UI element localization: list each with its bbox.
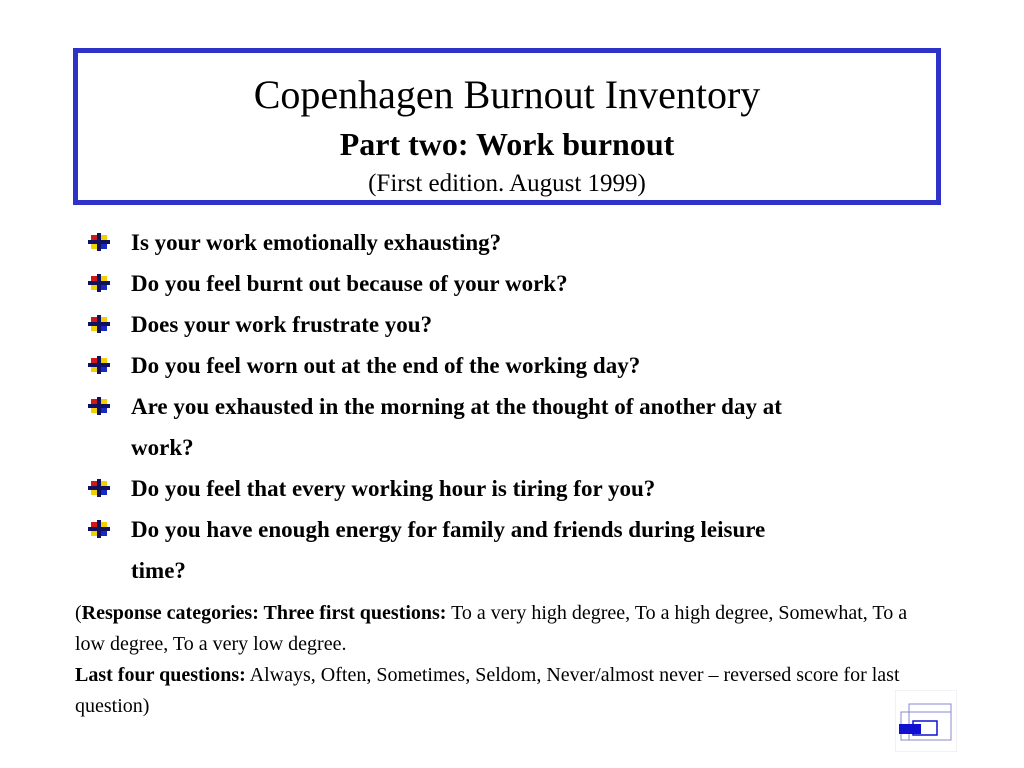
question-list xyxy=(88,222,948,591)
title-subtitle: Part two: Work burnout xyxy=(339,126,675,162)
question-text: Do you feel worn out at the end of the working day? xyxy=(131,353,641,378)
question-item xyxy=(88,304,948,345)
question-text: Does your work frustrate you? xyxy=(131,312,433,337)
multicolor-square-bullet-icon xyxy=(88,315,110,333)
question-text: Are you exhausted in the morning at the thought of another day at xyxy=(131,394,782,419)
title-edition: (First edition. August 1999) xyxy=(368,170,646,197)
last-questions-label: Last four questions: xyxy=(75,664,246,686)
title-box xyxy=(73,48,941,205)
question-text-continued: work? xyxy=(131,435,194,460)
response-categories-note xyxy=(75,598,925,722)
last-questions-text: Always, Often, Sometimes, Seldom, Never/almost never – reversed score for last question) xyxy=(75,664,900,717)
title-main: Copenhagen Burnout Inventory xyxy=(253,72,761,117)
first-questions-text: To a very high degree, To a high degree, Somewhat, To a low degree, To a very low degree. xyxy=(75,602,908,655)
multicolor-square-bullet-icon xyxy=(88,274,110,292)
question-text: Do you feel burnt out because of your work? xyxy=(131,271,568,296)
question-text-continued: time? xyxy=(131,558,186,583)
open-paren: ( xyxy=(75,602,82,624)
multicolor-square-bullet-icon xyxy=(88,397,110,415)
question-item xyxy=(88,386,948,468)
question-item xyxy=(88,263,948,304)
question-text: Do you have enough energy for family and friends during leisure xyxy=(131,517,766,542)
multicolor-square-bullet-icon xyxy=(88,479,110,497)
first-questions-label: Response categories: Three first questions: xyxy=(81,602,447,624)
question-text: Do you feel that every working hour is tiring for you? xyxy=(131,476,656,501)
multicolor-square-bullet-icon xyxy=(88,520,110,538)
question-text: Is your work emotionally exhausting? xyxy=(131,230,502,255)
multicolor-square-bullet-icon xyxy=(88,233,110,251)
question-item xyxy=(88,345,948,386)
slide-navigation-icon[interactable] xyxy=(895,690,957,752)
question-item xyxy=(88,509,948,591)
question-item xyxy=(88,222,948,263)
question-item xyxy=(88,468,948,509)
multicolor-square-bullet-icon xyxy=(88,356,110,374)
